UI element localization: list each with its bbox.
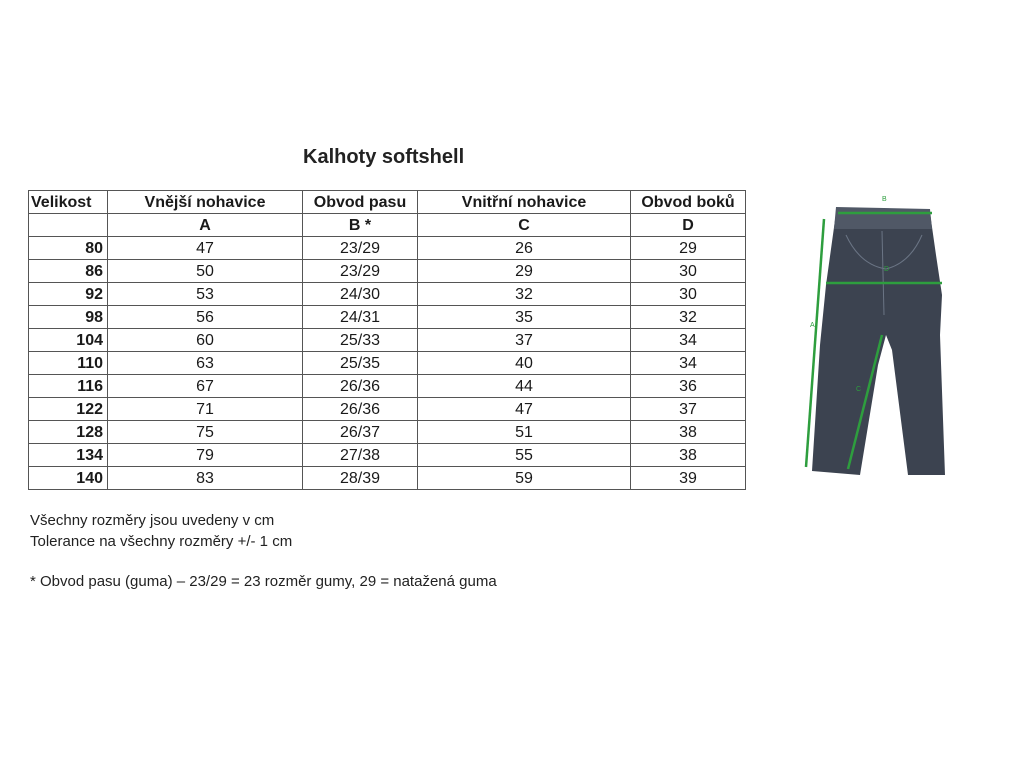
- value-cell: 25/35: [303, 352, 418, 375]
- value-cell: 60: [108, 329, 303, 352]
- value-cell: 28/39: [303, 467, 418, 490]
- letter-empty: [29, 214, 108, 237]
- note-units: Všechny rozměry jsou uvedeny v cm: [30, 512, 275, 529]
- size-cell: 104: [29, 329, 108, 352]
- table-body: [29, 237, 746, 490]
- value-cell: 39: [631, 467, 746, 490]
- table-row: [29, 421, 746, 444]
- table-row: [29, 306, 746, 329]
- value-cell: 53: [108, 283, 303, 306]
- table-row: [29, 398, 746, 421]
- value-cell: 37: [418, 329, 631, 352]
- size-cell: 92: [29, 283, 108, 306]
- size-cell: 86: [29, 260, 108, 283]
- header-obvod-boku: Obvod boků: [631, 191, 746, 214]
- label-d: D: [884, 266, 890, 273]
- letter-b: B *: [303, 214, 418, 237]
- value-cell: 44: [418, 375, 631, 398]
- value-cell: 32: [631, 306, 746, 329]
- value-cell: 75: [108, 421, 303, 444]
- value-cell: 27/38: [303, 444, 418, 467]
- value-cell: 24/30: [303, 283, 418, 306]
- size-cell: 140: [29, 467, 108, 490]
- value-cell: 29: [418, 260, 631, 283]
- value-cell: 23/29: [303, 260, 418, 283]
- value-cell: 36: [631, 375, 746, 398]
- value-cell: 26: [418, 237, 631, 260]
- value-cell: 29: [631, 237, 746, 260]
- table-row: [29, 444, 746, 467]
- value-cell: 47: [108, 237, 303, 260]
- letter-d: D: [631, 214, 746, 237]
- table-row: [29, 467, 746, 490]
- value-cell: 83: [108, 467, 303, 490]
- value-cell: 23/29: [303, 237, 418, 260]
- value-cell: 32: [418, 283, 631, 306]
- header-obvod-pasu: Obvod pasu: [303, 191, 418, 214]
- table-row: [29, 283, 746, 306]
- pants-measurement-diagram: [790, 185, 970, 485]
- value-cell: 55: [418, 444, 631, 467]
- size-cell: 122: [29, 398, 108, 421]
- size-cell: 98: [29, 306, 108, 329]
- header-velikost: Velikost: [29, 191, 108, 214]
- header-vnejsi-nohavice: Vnější nohavice: [108, 191, 303, 214]
- label-a: A: [810, 322, 815, 329]
- value-cell: 25/33: [303, 329, 418, 352]
- value-cell: 50: [108, 260, 303, 283]
- value-cell: 56: [108, 306, 303, 329]
- value-cell: 63: [108, 352, 303, 375]
- value-cell: 38: [631, 444, 746, 467]
- size-cell: 128: [29, 421, 108, 444]
- table-row: [29, 352, 746, 375]
- letter-c: C: [418, 214, 631, 237]
- value-cell: 37: [631, 398, 746, 421]
- notes: [30, 510, 497, 592]
- size-table: [28, 190, 746, 490]
- size-cell: 80: [29, 237, 108, 260]
- table-header-row: [29, 191, 746, 214]
- value-cell: 30: [631, 283, 746, 306]
- value-cell: 34: [631, 352, 746, 375]
- note-footnote: * Obvod pasu (guma) – 23/29 = 23 rozměr gumy, 29 = natažená guma: [30, 573, 497, 590]
- value-cell: 38: [631, 421, 746, 444]
- label-b: B: [882, 196, 887, 203]
- value-cell: 26/36: [303, 398, 418, 421]
- value-cell: 59: [418, 467, 631, 490]
- value-cell: 47: [418, 398, 631, 421]
- value-cell: 79: [108, 444, 303, 467]
- value-cell: 71: [108, 398, 303, 421]
- table-row: [29, 375, 746, 398]
- letter-a: A: [108, 214, 303, 237]
- table-letter-row: [29, 214, 746, 237]
- label-c: C: [856, 386, 862, 393]
- page-title: Kalhoty softshell: [303, 146, 465, 168]
- value-cell: 67: [108, 375, 303, 398]
- value-cell: 35: [418, 306, 631, 329]
- value-cell: 24/31: [303, 306, 418, 329]
- size-cell: 116: [29, 375, 108, 398]
- size-cell: 110: [29, 352, 108, 375]
- table-row: [29, 237, 746, 260]
- value-cell: 26/36: [303, 375, 418, 398]
- value-cell: 34: [631, 329, 746, 352]
- value-cell: 40: [418, 352, 631, 375]
- header-vnitrni-nohavice: Vnitřní nohavice: [418, 191, 631, 214]
- note-tolerance: Tolerance na všechny rozměry +/- 1 cm: [30, 533, 293, 550]
- size-cell: 134: [29, 444, 108, 467]
- value-cell: 30: [631, 260, 746, 283]
- value-cell: 26/37: [303, 421, 418, 444]
- table-row: [29, 329, 746, 352]
- table-row: [29, 260, 746, 283]
- pants-waistband: [834, 207, 932, 229]
- value-cell: 51: [418, 421, 631, 444]
